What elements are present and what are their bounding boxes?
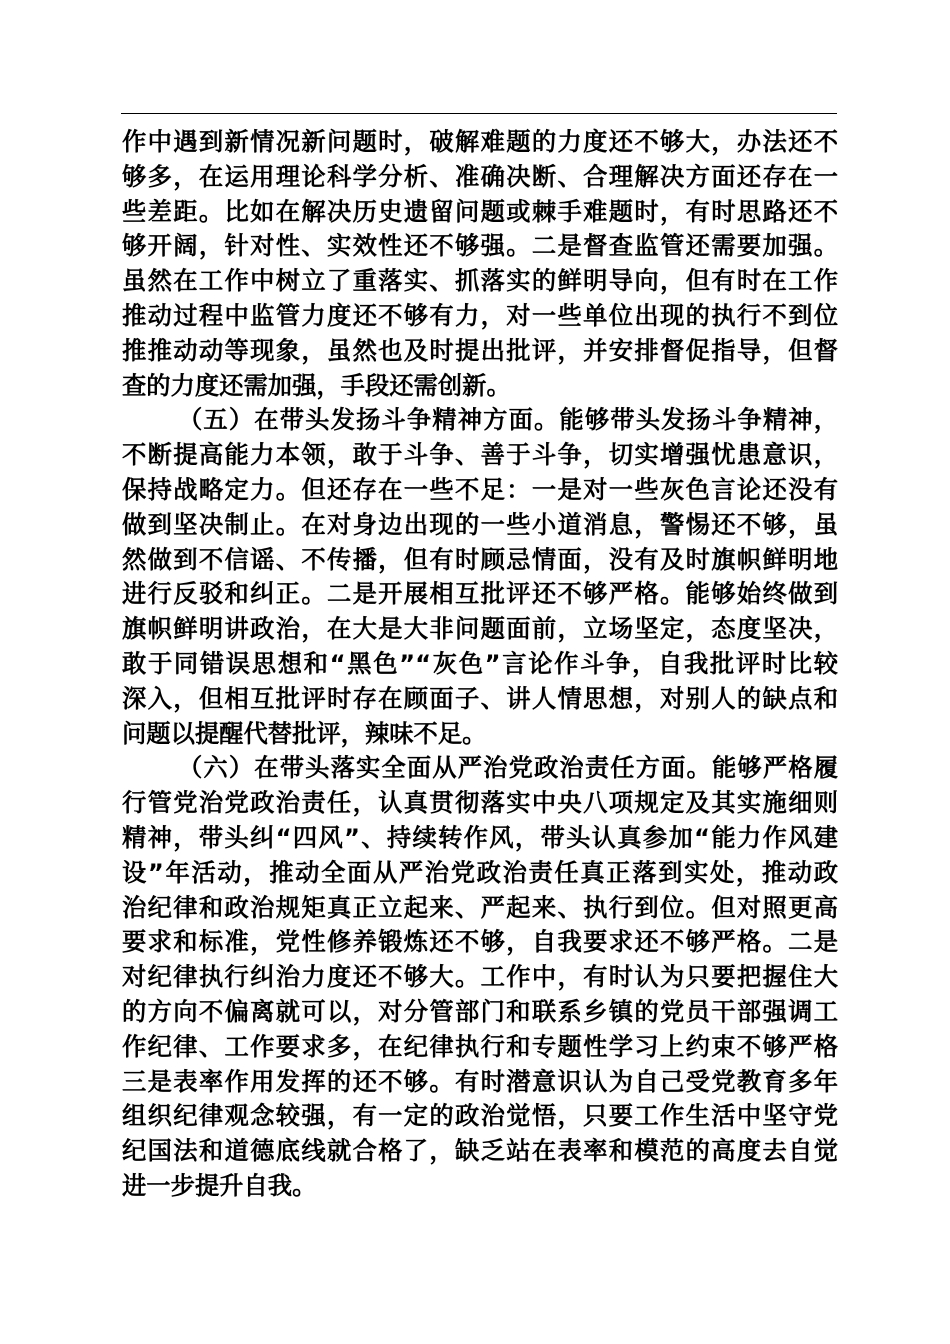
- text-line: 进行反驳和纠正。二是开展相互批评还不够严格。能够始终做到: [122, 579, 838, 609]
- text-line: 的方向不偏离就可以，对分管部门和联系乡镇的党员干部强调工: [122, 996, 838, 1026]
- text-line: 深入，但相互批评时存在顾面子、讲人情思想，对别人的缺点和: [122, 683, 838, 713]
- text-line: 作中遇到新情况新问题时，破解难题的力度还不够大，办法还不: [122, 127, 838, 156]
- text-line: 作纪律、工作要求多，在纪律执行和专题性学习上约束不够严格: [122, 1031, 838, 1061]
- text-line: 不断提高能力本领，敢于斗争、善于斗争，切实增强忧患意识，: [122, 440, 838, 470]
- text-line: 推推动动等现象，虽然也及时提出批评，并安排督促指导，但督: [122, 335, 838, 365]
- text-line: 查的力度还需加强，手段还需创新。: [122, 370, 511, 400]
- body-text: [122, 125, 838, 1204]
- text-line: 虽然在工作中树立了重落实、抓落实的鲜明导向，但有时在工作: [122, 266, 838, 296]
- text-line: 问题以提醒代替批评，辣味不足。: [122, 718, 487, 748]
- text-line: 旗帜鲜明讲政治，在大是大非问题面前，立场坚定，态度坚决，: [122, 614, 838, 644]
- text-line: 组织纪律观念较强，有一定的政治觉悟，只要工作生活中坚守党: [122, 1101, 838, 1131]
- text-line: 保持战略定力。但还存在一些不足：一是对一些灰色言论还没有: [122, 474, 838, 504]
- text-line: 要求和标准，党性修养锻炼还不够，自我要求还不够严格。二是: [122, 927, 838, 957]
- text-line: 治纪律和政治规矩真正立起来、严起来、执行到位。但对照更高: [122, 892, 838, 922]
- text-line: 进一步提升自我。: [122, 1170, 317, 1200]
- text-line: 纪国法和道德底线就合格了，缺乏站在表率和模范的高度去自觉: [122, 1136, 838, 1166]
- section-heading-line: （六）在带头落实全面从严治党政治责任方面。能够严格履: [178, 753, 838, 783]
- header-rule: [121, 113, 837, 114]
- text-line: 精神，带头纠“四风”、持续转作风，带头认真参加“能力作风建: [122, 822, 838, 852]
- text-line: 对纪律执行纠治力度还不够大。工作中，有时认为只要把握住大: [122, 962, 838, 992]
- text-line: 三是表率作用发挥的还不够。有时潜意识认为自己受党教育多年: [122, 1066, 838, 1096]
- text-line: 推动过程中监管力度还不够有力，对一些单位出现的执行不到位: [122, 300, 838, 330]
- text-line: 做到坚决制止。在对身边出现的一些小道消息，警惕还不够，虽: [122, 509, 838, 539]
- text-line: 敢于同错误思想和“黑色”“灰色”言论作斗争，自我批评时比较: [122, 648, 838, 678]
- text-line: 些差距。比如在解决历史遗留问题或棘手难题时，有时思路还不: [122, 196, 838, 226]
- text-line: 设”年活动，推动全面从严治党政治责任真正落到实处，推动政: [122, 857, 838, 887]
- text-line: 然做到不信谣、不传播，但有时顾忌情面，没有及时旗帜鲜明地: [122, 544, 838, 574]
- text-line: 行管党治党政治责任，认真贯彻落实中央八项规定及其实施细则: [122, 788, 838, 818]
- section-heading-line: （五）在带头发扬斗争精神方面。能够带头发扬斗争精神，: [178, 405, 838, 435]
- text-line: 够开阔，针对性、实效性还不够强。二是督查监管还需要加强。: [122, 231, 838, 261]
- text-line: 够多，在运用理论科学分析、准确决断、合理解决方面还存在一: [122, 161, 838, 191]
